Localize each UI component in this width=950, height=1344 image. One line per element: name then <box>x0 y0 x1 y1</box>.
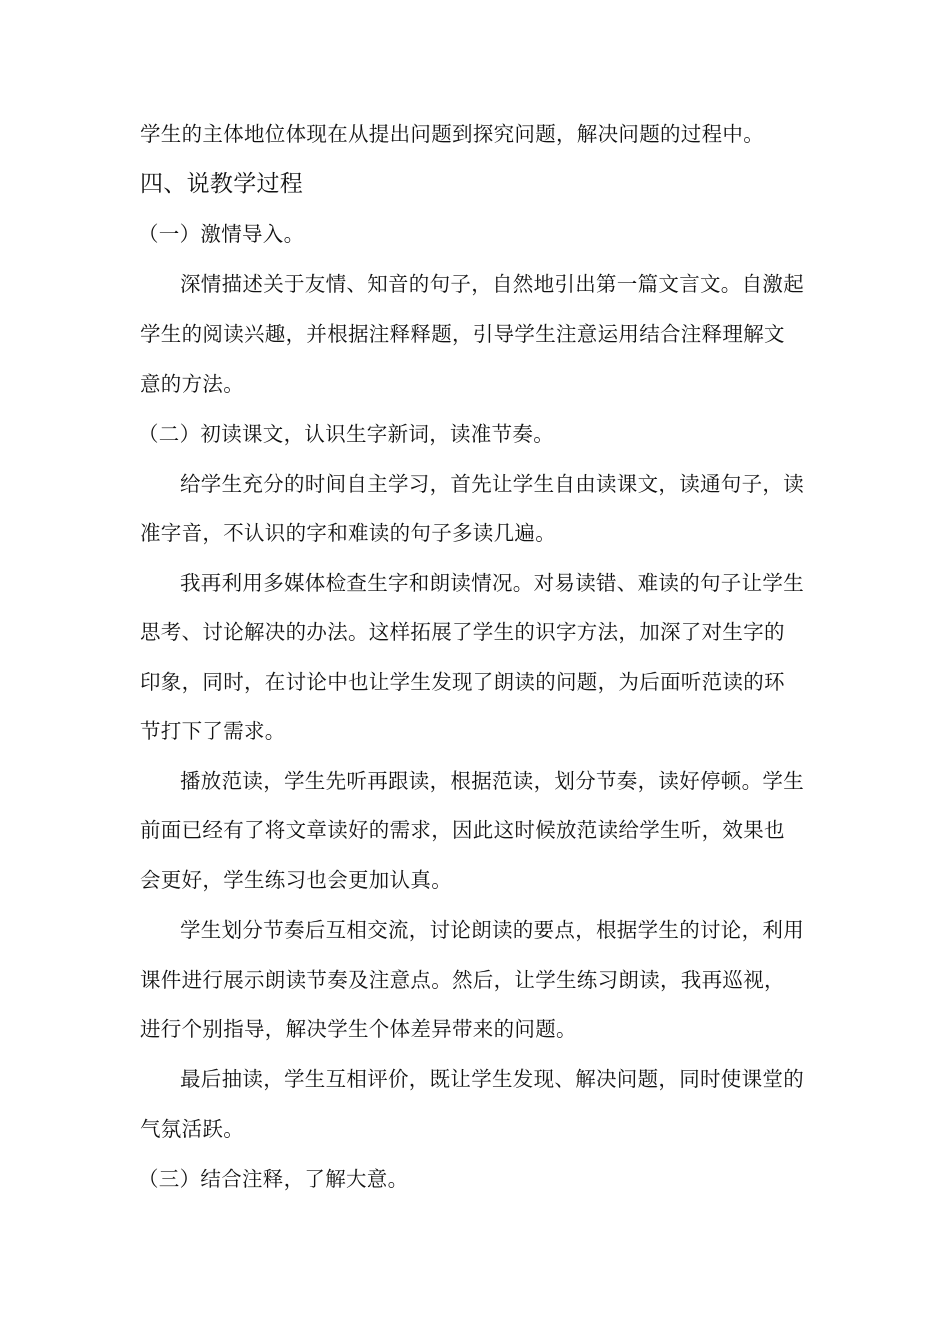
subsection-heading: （三）结合注释，了解大意。 <box>138 1167 409 1191</box>
subsection-heading: （二）初读课文，认识生字新词，读准节奏。 <box>138 422 554 446</box>
paragraph-line: 给学生充分的时间自主学习，首先让学生自由读课文，读通句子，读 <box>180 472 804 496</box>
paragraph-line: 学生划分节奏后互相交流，讨论朗读的要点，根据学生的讨论，利用 <box>180 918 804 942</box>
section-heading: 四、说教学过程 <box>140 171 304 197</box>
paragraph-line: 课件进行展示朗读节奏及注意点。然后，让学生练习朗读，我再巡视， <box>140 968 785 992</box>
paragraph-line: 播放范读，学生先听再跟读，根据范读，划分节奏，读好停顿。学生 <box>180 769 804 793</box>
paragraph-line: 节打下了需求。 <box>140 719 286 743</box>
paragraph-line: 印象，同时，在讨论中也让学生发现了朗读的问题，为后面听范读的环 <box>140 670 785 694</box>
paragraph-line: 学生的阅读兴趣，并根据注释释题，引导学生注意运用结合注释理解文 <box>140 322 785 346</box>
paragraph-line: 我再利用多媒体检查生字和朗读情况。对易读错、难读的句子让学生 <box>180 571 804 595</box>
paragraph-line: 会更好，学生练习也会更加认真。 <box>140 868 452 892</box>
paragraph-line: 进行个别指导，解决学生个体差异带来的问题。 <box>140 1017 577 1041</box>
paragraph-line: 气氛活跃。 <box>140 1117 244 1141</box>
paragraph-line: 思考、讨论解决的办法。这样拓展了学生的识字方法，加深了对生字的 <box>140 620 785 644</box>
paragraph-line: 深情描述关于友情、知音的句子，自然地引出第一篇文言文。自激起 <box>180 272 804 296</box>
paragraph-line: 前面已经有了将文章读好的需求，因此这时候放范读给学生听，效果也 <box>140 818 785 842</box>
subsection-heading: （一）激情导入。 <box>138 222 305 246</box>
paragraph-line: 意的方法。 <box>140 372 244 396</box>
paragraph-line: 学生的主体地位体现在从提出问题到探究问题，解决问题的过程中。 <box>140 122 764 146</box>
paragraph-line: 准字音，不认识的字和难读的句子多读几遍。 <box>140 521 556 545</box>
paragraph-line: 最后抽读，学生互相评价，既让学生发现、解决问题，同时使课堂的 <box>180 1067 804 1091</box>
